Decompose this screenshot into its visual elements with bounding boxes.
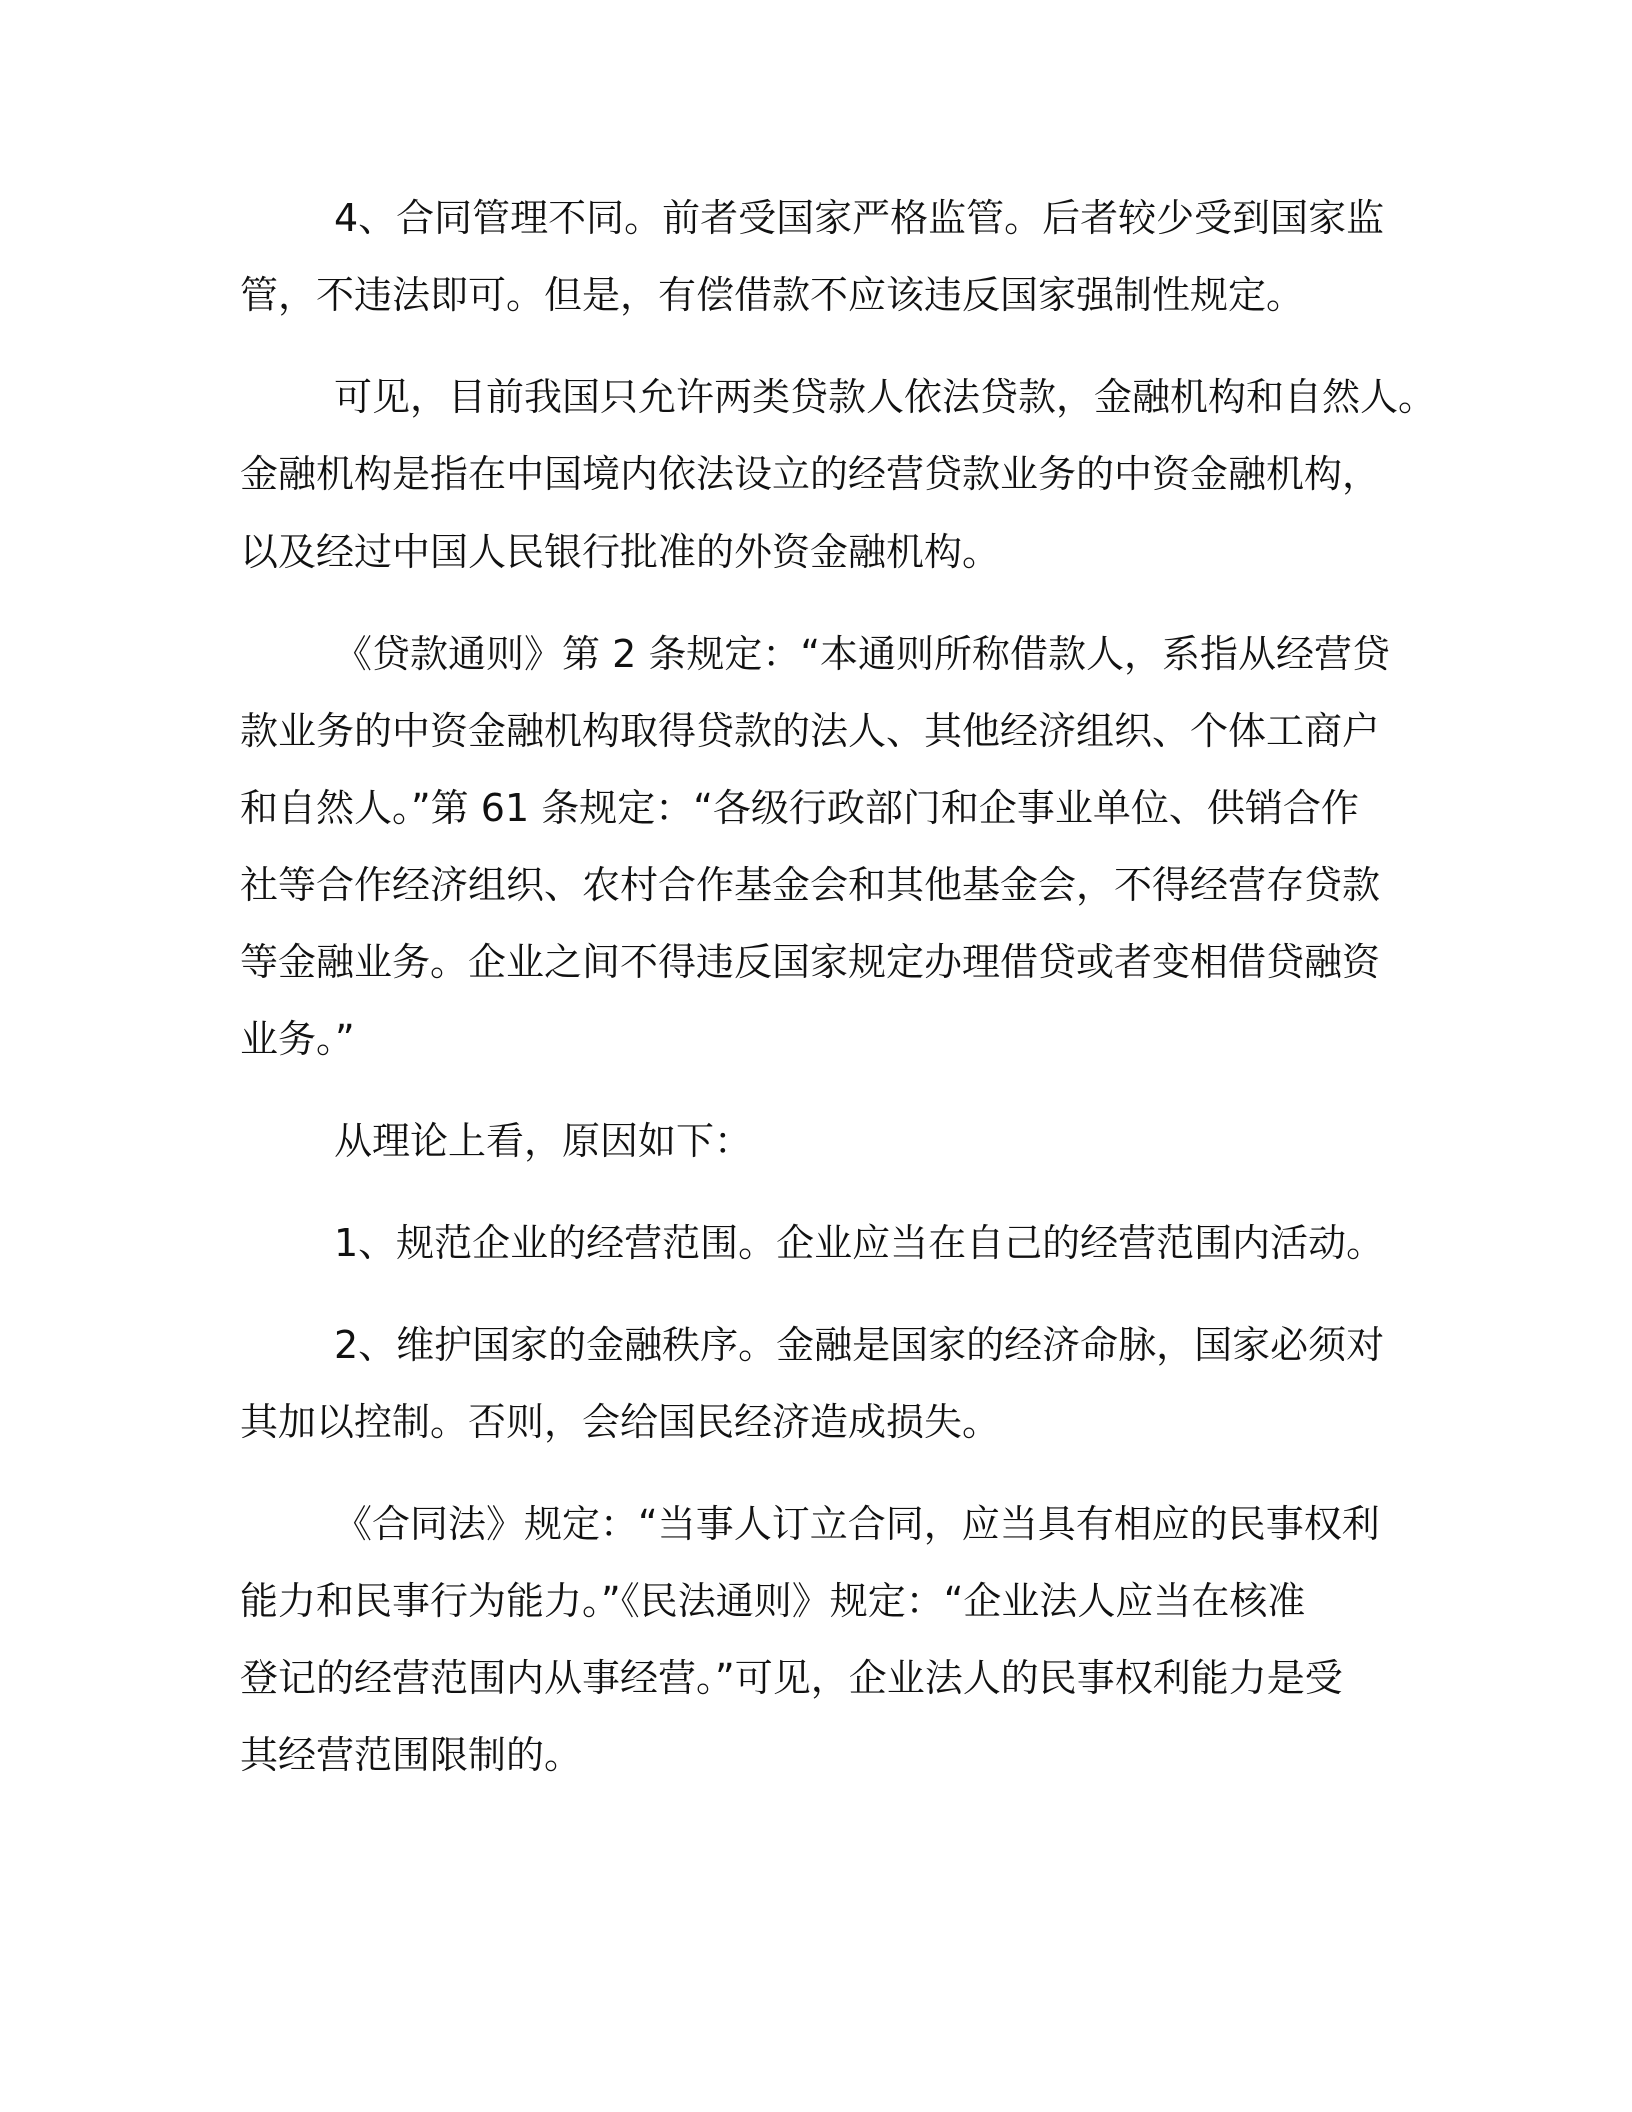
paragraph-3-line-4: 社等合作经济组织、农村合作基金会和其他基金会，不得经营存贷款 bbox=[240, 863, 1381, 907]
paragraph-6-line-1: 2、维护国家的金融秩序。金融是国家的经济命脉，国家必须对 bbox=[334, 1323, 1385, 1367]
paragraph-7-line-2: 能力和民事行为能力。”《民法通则》规定：“企业法人应当在核准 bbox=[240, 1579, 1306, 1623]
paragraph-2-line-2: 金融机构是指在中国境内依法设立的经营贷款业务的中资金融机构， bbox=[240, 452, 1381, 496]
paragraph-6-line-2: 其加以控制。否则，会给国民经济造成损失。 bbox=[240, 1400, 1001, 1444]
paragraph-3-line-2: 款业务的中资金融机构取得贷款的法人、其他经济组织、个体工商户 bbox=[240, 709, 1381, 753]
paragraph-2-line-1: 可见，目前我国只允许两类贷款人依法贷款，金融机构和自然人。 bbox=[334, 375, 1437, 419]
paragraph-7-line-1: 《合同法》规定：“当事人订立合同，应当具有相应的民事权利 bbox=[334, 1502, 1380, 1546]
paragraph-1-line-2: 管，不违法即可。但是，有偿借款不应该违反国家强制性规定。 bbox=[240, 273, 1305, 317]
paragraph-1-line-1: 4、合同管理不同。前者受国家严格监管。后者较少受到国家监 bbox=[334, 196, 1385, 240]
paragraph-4-line-1: 从理论上看，原因如下： bbox=[334, 1119, 753, 1163]
paragraph-3-line-6: 业务。” bbox=[240, 1017, 355, 1061]
paragraph-3-line-3: 和自然人。”第 61 条规定：“各级行政部门和企事业单位、供销合作 bbox=[240, 786, 1359, 830]
paragraph-2-line-3: 以及经过中国人民银行批准的外资金融机构。 bbox=[240, 530, 1001, 574]
paragraph-5-line-1: 1、规范企业的经营范围。企业应当在自己的经营范围内活动。 bbox=[334, 1221, 1385, 1265]
paragraph-3-line-5: 等金融业务。企业之间不得违反国家规定办理借贷或者变相借贷融资 bbox=[240, 940, 1381, 984]
paragraph-3-line-1: 《贷款通则》第 2 条规定：“本通则所称借款人，系指从经营贷 bbox=[334, 632, 1391, 676]
paragraph-7-line-4: 其经营范围限制的。 bbox=[240, 1733, 583, 1777]
paragraph-7-line-3: 登记的经营范围内从事经营。”可见，企业法人的民事权利能力是受 bbox=[240, 1656, 1343, 1700]
